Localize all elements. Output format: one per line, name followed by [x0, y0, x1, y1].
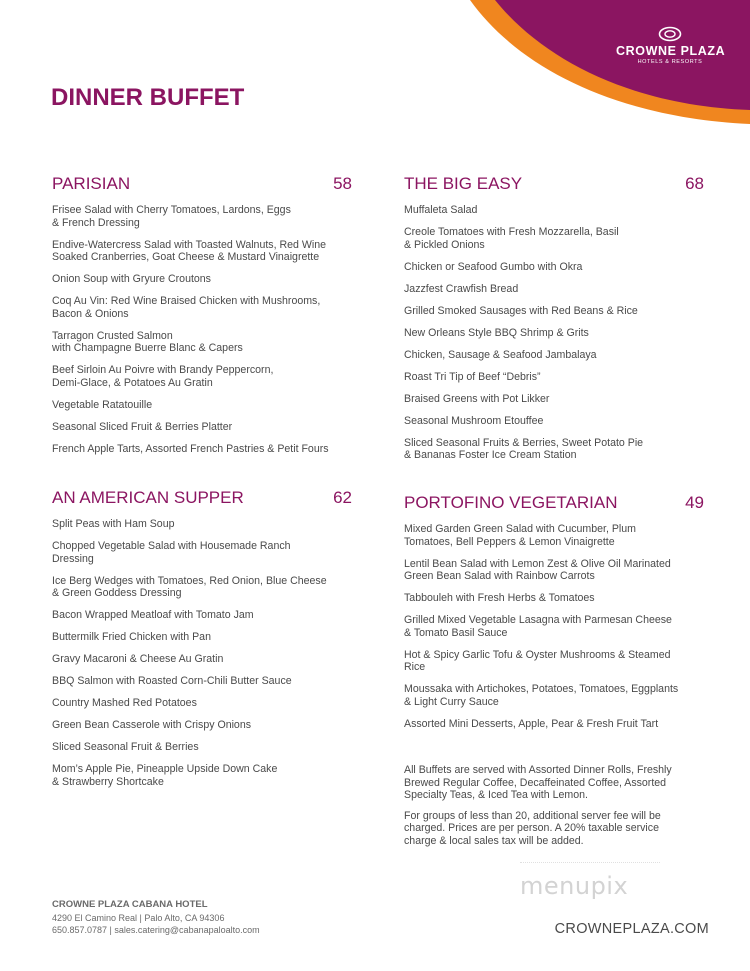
- section-price: 49: [685, 493, 704, 512]
- note-pricing: For groups of less than 20, additional server fee will be charged. Prices are per person. A 20% taxable service charge & local sales tax will be added.: [404, 809, 661, 847]
- section-name: THE BIG EASY: [404, 174, 523, 193]
- menu-item: Creole Tomatoes with Fresh Mozzarella, Basil & Pickled Onions: [404, 226, 619, 251]
- menu-item: Seasonal Sliced Fruit & Berries Platter: [52, 420, 233, 433]
- menu-item: Grilled Smoked Sausages with Red Beans & Rice: [404, 304, 638, 317]
- menu-section-american-supper: [52, 488, 352, 798]
- menu-item: Chicken, Sausage & Seafood Jambalaya: [404, 348, 597, 361]
- menu-item: French Apple Tarts, Assorted French Pastries & Petit Fours: [52, 442, 329, 455]
- note-inclusions: All Buffets are served with Assorted Dinner Rolls, Freshly Brewed Regular Coffee, Decaffeinated Coffee, Assorted Specialty Teas, & Iced Tea with Lemon.: [404, 764, 672, 801]
- menu-item: Country Mashed Red Potatoes: [52, 697, 197, 709]
- menu-item: Lentil Bean Salad with Lemon Zest & Olive Oil Marinated Green Bean Salad with Rainbow Carrots: [404, 557, 671, 582]
- section-price: 68: [685, 174, 704, 193]
- brand-tagline: HOTELS & RESORTS: [637, 59, 703, 65]
- menu-item: BBQ Salmon with Roasted Corn-Chili Butter Sauce: [52, 675, 292, 687]
- menu-item: Green Bean Casserole with Crispy Onions: [52, 719, 252, 731]
- menupix-watermark: menupix: [520, 872, 629, 900]
- menu-item-list: [52, 518, 352, 788]
- menu-item: Chopped Vegetable Salad with Housemade Ranch Dressing: [52, 540, 291, 565]
- menu-item: Roast Tri Tip of Beef “Debris”: [404, 370, 541, 383]
- menu-item: Mom’s Apple Pie, Pineapple Upside Down Cake & Strawberry Shortcake: [52, 763, 278, 788]
- menu-item-list: [52, 204, 352, 455]
- section-header: [404, 493, 704, 517]
- menu-item: Mixed Garden Green Salad with Cucumber, Plum Tomatoes, Bell Peppers & Lemon Vinaigrette: [404, 523, 636, 548]
- menu-item: Assorted Mini Desserts, Apple, Pear & Fresh Fruit Tart: [404, 717, 659, 730]
- menu-section-portofino: [404, 493, 704, 740]
- brand-logo: [616, 26, 724, 65]
- menu-item: Ice Berg Wedges with Tomatoes, Red Onion, Blue Cheese & Green Goddess Dressing: [52, 574, 327, 599]
- menu-item: Beef Sirloin Au Poivre with Brandy Peppercorn, Demi-Glace, & Potatoes Au Gratin: [52, 364, 274, 389]
- crown-logo-icon: [658, 26, 682, 42]
- menu-item: Buttermilk Fried Chicken with Pan: [52, 631, 211, 643]
- section-header: [404, 174, 704, 198]
- menu-item: Endive-Watercress Salad with Toasted Walnuts, Red Wine Soaked Cranberries, Goat Cheese & Mustard Vinaigrette: [52, 238, 326, 263]
- menu-item: Bacon Wrapped Meatloaf with Tomato Jam: [52, 609, 254, 621]
- menu-item-list: [404, 523, 704, 730]
- corner-swoosh: [0, 0, 750, 140]
- menu-item: Muffaleta Salad: [404, 204, 478, 216]
- section-price: 58: [333, 174, 352, 193]
- section-header: [52, 174, 352, 198]
- menu-item-list: [404, 204, 704, 462]
- menu-item: Split Peas with Ham Soup: [52, 518, 175, 530]
- menu-item: Tabbouleh with Fresh Herbs & Tomatoes: [404, 592, 595, 604]
- menu-item: Grilled Mixed Vegetable Lasagna with Parmesan Cheese & Tomato Basil Sauce: [404, 614, 672, 639]
- menu-section-parisian: [52, 174, 352, 465]
- footer-address: 4290 El Camino Real | Palo Alto, CA 94306: [52, 913, 225, 923]
- menu-item: Vegetable Ratatouille: [52, 398, 153, 411]
- divider: [520, 862, 660, 863]
- menu-section-big-easy: [404, 174, 704, 471]
- section-name: AN AMERICAN SUPPER: [52, 488, 244, 507]
- page-title: DINNER BUFFET: [51, 84, 245, 111]
- footer-contact: 650.857.0787 | sales.catering@cabanapaloalto.com: [52, 925, 260, 935]
- menu-item: Chicken or Seafood Gumbo with Okra: [404, 260, 583, 273]
- section-header: [52, 488, 352, 512]
- brand-name: CROWNE PLAZA: [616, 44, 726, 58]
- website-link[interactable]: CROWNEPLAZA.COM: [554, 921, 709, 937]
- section-price: 62: [333, 488, 352, 507]
- footer-hotel-name: CROWNE PLAZA CABANA HOTEL: [52, 899, 208, 910]
- section-name: PARISIAN: [52, 174, 131, 193]
- menu-item: Coq Au Vin: Red Wine Braised Chicken with Mushrooms, Bacon & Onions: [52, 295, 321, 320]
- menu-item: Tarragon Crusted Salmon with Champagne Buerre Blanc & Capers: [52, 329, 243, 354]
- menu-item: Gravy Macaroni & Cheese Au Gratin: [52, 653, 224, 665]
- menu-item: Frisee Salad with Cherry Tomatoes, Lardons, Eggs & French Dressing: [52, 204, 291, 229]
- menu-item: Jazzfest Crawfish Bread: [404, 282, 519, 295]
- menu-item: Sliced Seasonal Fruits & Berries, Sweet Potato Pie & Bananas Foster Ice Cream Station: [404, 436, 644, 461]
- menu-item: New Orleans Style BBQ Shrimp & Grits: [404, 326, 589, 339]
- menu-item: Braised Greens with Pot Likker: [404, 392, 550, 405]
- menu-item: Seasonal Mushroom Etouffee: [404, 414, 544, 427]
- menu-item: Hot & Spicy Garlic Tofu & Oyster Mushrooms & Steamed Rice: [404, 648, 671, 673]
- menu-item: Onion Soup with Gryure Croutons: [52, 273, 211, 285]
- menu-item: Sliced Seasonal Fruit & Berries: [52, 741, 199, 753]
- buffet-notes: [404, 764, 704, 855]
- section-name: PORTOFINO VEGETARIAN: [404, 493, 618, 512]
- menu-item: Moussaka with Artichokes, Potatoes, Tomatoes, Eggplants & Light Curry Sauce: [404, 683, 679, 708]
